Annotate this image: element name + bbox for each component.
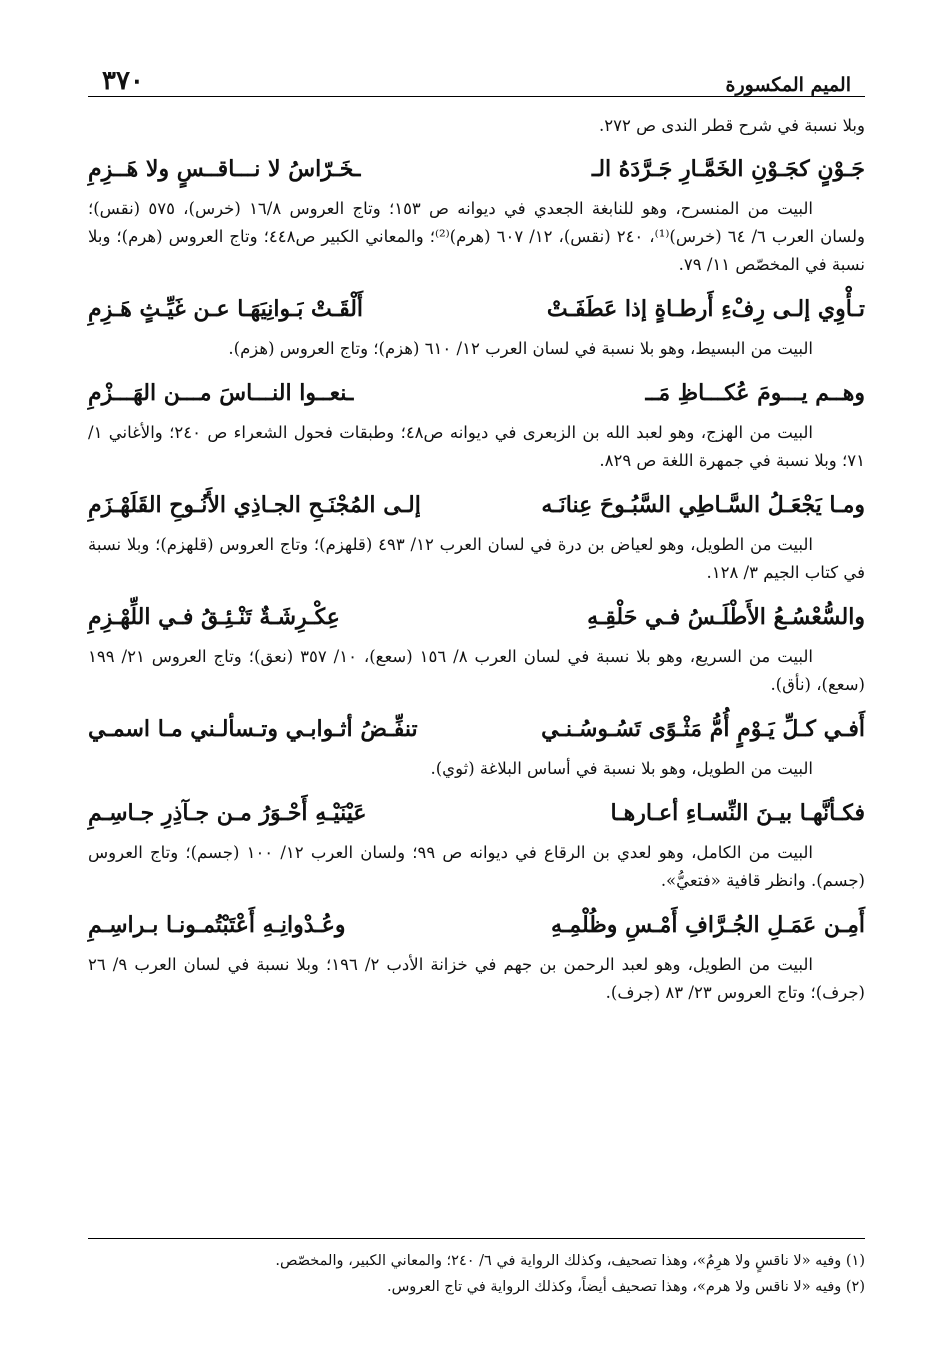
verse-second-hemistich: إلـى المُجْنَـحِ الجـاذِي الأَنُـوحِ القَلَهْـزَمِ (88, 492, 421, 518)
verse-entry (88, 479, 865, 587)
verse-commentary (88, 531, 865, 587)
verse-first-hemistich: ومـا يَجْعَـلُ السَّـاطِي السَّبُـوحَ عِنانَـه (541, 492, 865, 518)
verse-line (88, 143, 865, 195)
commentary-text: البيت من المنسرح، وهو للنابغة الجعدي في ديوانه ص ١٥٣؛ وتاج العروس ١٦/٨ (خرس)، ٥٧٥ (نقس)؛ ولسان العرب ٦/ ٦٤ (خرس)⁽¹⁾، ٢٤٠ (نقس)، ١٢/ ٦٠٧ (هرم)⁽²⁾؛ والمعاني الكبير ص٤٤٨؛ وتاج العروس (هرم)؛ وبلا نسبة في المخصّص ١١/ ٧٩. (88, 199, 866, 274)
verse-entry (88, 591, 865, 699)
verse-line (88, 787, 865, 839)
commentary-text: البيت من الكامل، وهو لعدي بن الرقاع في ديوانه ص ٩٩؛ ولسان العرب ١٢/ ١٠٠ (جسم)؛ وتاج العروس (جسم). وانظر قافية «فتعيُّ». (88, 843, 865, 890)
verse-commentary (88, 951, 865, 1007)
verse-first-hemistich: تـأْوِي إلـى رِفْءِ أَرطـاةٍ إذا عَطَفَـتْ (546, 296, 865, 322)
commentary-text: البيت من الطويل، وهو بلا نسبة في أساس البلاغة (ثوي). (430, 759, 813, 778)
footnote-1: (١) وفيه «لا ناقسٍ ولا هرِمُ»، وهذا تصحيف، وكذلك الرواية في ٦/ ٢٤٠؛ والمعاني الكبير، والمخصّص. (275, 1253, 865, 1269)
verse-second-hemistich: وعُـدْوانِـهِ أَعْتَبْتُمـونـا بـراسِـمِ (88, 912, 346, 938)
verse-commentary (88, 335, 865, 363)
verse-commentary (88, 195, 865, 279)
verse-commentary (88, 755, 865, 783)
verse-line (88, 591, 865, 643)
verse-second-hemistich: ـنعــوا النـــاسَ مـــن الهَـــزْمِ (88, 380, 354, 406)
entries-list (88, 143, 865, 1007)
verse-second-hemistich: تنفِّـضُ أثـوابـي وتـسألـني مـا اسمـي (88, 716, 418, 742)
verse-entry (88, 143, 865, 279)
verse-second-hemistich: أَلْقَـتْ بَـوانِيَهَـا عـن غَيِّـثٍ هَـزِمِ (88, 296, 364, 322)
verse-commentary (88, 839, 865, 895)
verse-second-hemistich: عِكْـرِشَـةٌ تَنْـئِـقُ فـي اللِّهْـزِمِ (88, 604, 340, 630)
commentary-text: البيت من الهزج، وهو لعبد الله بن الزبعرى في ديوانه ص٤٨؛ وطبقات فحول الشعراء ص ٢٤٠؛ والأغاني ١/ ٧١؛ وبلا نسبة في جمهرة اللغة ص ٨٢٩. (88, 423, 865, 470)
verse-line (88, 367, 865, 419)
page-number: ٣٧٠ (102, 66, 144, 96)
footnote-2: (٢) وفيه «لا ناقس ولا هرم»، وهذا تصحيف أيضاً، وكذلك الرواية في تاج العروس. (387, 1279, 865, 1295)
commentary-text: البيت من الطويل، وهو لعياض بن درة في لسان العرب ١٢/ ٤٩٣ (قلهزم)؛ وتاج العروس (قلهزم)؛ وبلا نسبة في كتاب الجيم ٣/ ١٢٨. (88, 535, 865, 582)
footnotes (88, 1248, 865, 1300)
verse-entry (88, 703, 865, 783)
verse-first-hemistich: والسُّعْسُـعُ الأَطْلَـسُ فـي حَلْقِـهِ (587, 604, 865, 630)
verse-entry (88, 283, 865, 363)
verse-first-hemistich: وهــم يـــومَ عُكـــاظِ مَــ (645, 380, 865, 406)
verse-commentary (88, 419, 865, 475)
verse-first-hemistich: فكـأنَّهـا بيـنَ النِّسـاءِ أعـارهـا (610, 800, 865, 826)
commentary-text: البيت من البسيط، وهو بلا نسبة في لسان العرب ١٢/ ٦١٠ (هزم)؛ وتاج العروس (هزم). (228, 339, 813, 358)
continuation-line: وبلا نسبة في شرح قطر الندى ص ٢٧٢. (599, 116, 865, 135)
chapter-title: الميم المكسورة (725, 74, 851, 96)
verse-entry (88, 367, 865, 475)
verse-line (88, 703, 865, 755)
verse-first-hemistich: أَمِـن عَمَـلِ الجُـرَّافِ أَمْـسِ وظُلْمِـهِ (551, 912, 865, 938)
verse-first-hemistich: جَـوْنٍ كجَـوْنِ الخَمَّـارِ جَـرَّدَهُ الـ (591, 156, 865, 182)
verse-second-hemistich: ـخَـرّاسُ لا نـــاقــسٍ ولا هَــزِمِ (88, 156, 361, 182)
verse-second-hemistich: عَيْنَيْـهِ أَحْـوَرُ مـن جـآذِرِ جـاسِـمِ (88, 800, 367, 826)
verse-line (88, 899, 865, 951)
commentary-text: البيت من الطويل، وهو لعبد الرحمن بن جهم في خزانة الأدب ٢/ ١٩٦؛ وبلا نسبة في لسان العرب ٩/ ٢٦ (جرف)؛ وتاج العروس ٢٣/ ٨٣ (جرف). (88, 955, 865, 1002)
footnote-separator (88, 1238, 865, 1239)
verse-commentary (88, 643, 865, 699)
verse-first-hemistich: أَفـي كـلِّ يَـوْمٍ أُمُّ مَثْـوًى تَسُـوسُـنـي (541, 716, 865, 742)
commentary-text: البيت من السريع، وهو بلا نسبة في لسان العرب ٨/ ١٥٦ (سعع)، ١٠/ ٣٥٧ (نعق)؛ وتاج العروس ٢١/ ١٩٩ (سعع)، (نأق). (88, 647, 865, 694)
verse-entry (88, 787, 865, 895)
verse-line (88, 479, 865, 531)
verse-line (88, 283, 865, 335)
verse-entry (88, 899, 865, 1007)
page-header (88, 60, 865, 97)
